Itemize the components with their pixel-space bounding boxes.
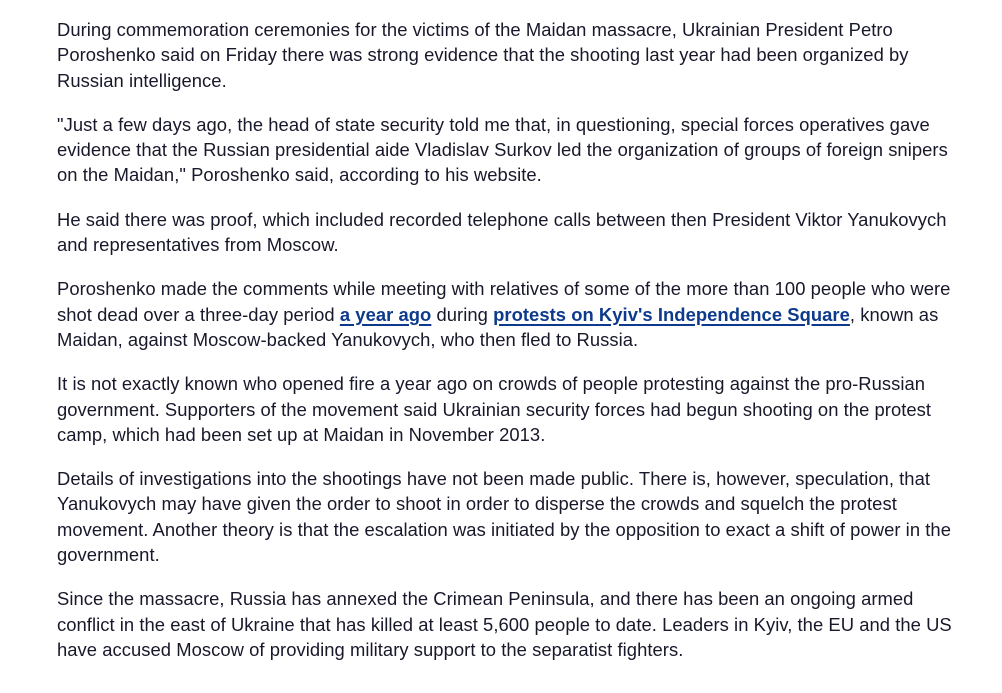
paragraph-4-text-middle: during [431,303,494,325]
paragraph-4-text-before: Poroshenko made the comments while meeting with relatives of some of the more than 100 people who were shot dead over a three-day period [57,278,951,325]
article-body [57,17,952,681]
paragraph-3: He said there was proof, which included recorded telephone calls between then President Viktor Yanukovych and representatives from Moscow. [57,208,947,256]
paragraph-7: Since the massacre, Russia has annexed the Crimean Peninsula, and there has been an ongoing armed conflict in the east of Ukraine that has killed at least 5,600 people to date. Leaders in Kyiv, the EU and the US have accused Moscow of providing military support to the separatist fighters. [57,588,952,660]
paragraph-1: During commemoration ceremonies for the victims of the Maidan massacre, Ukrainian President Petro Poroshenko said on Friday there was strong evidence that the shooting last year had been organized by Russian intelligence. [57,19,909,91]
a-year-ago-link[interactable]: a year ago [339,303,432,325]
paragraph-6: Details of investigations into the shootings have not been made public. There is, however, speculation, that Yanukovych may have given the order to shoot in order to disperse the crowds and squelch the protest movement. Another theory is that the escalation was initiated by the opposition to exact a shift of power in the government. [57,468,951,566]
independence-square-protests-link[interactable]: protests on Kyiv's Independence Square [493,303,850,325]
paragraph-2: "Just a few days ago, the head of state security told me that, in questioning, special forces operatives gave evidence that the Russian presidential aide Vladislav Surkov led the organization of groups of foreign snipers on the Maidan," Poroshenko said, according to his website. [57,113,948,186]
paragraph-4-text-after: , known as Maidan, against Moscow-backed Yanukovych, who then fled to Russia. [57,303,939,350]
paragraph-5: It is not exactly known who opened fire a year ago on crowds of people protesting against the pro-Russian government. Supporters of the movement said Ukrainian security forces had begun shooting on the protest camp, which had been set up at Maidan in November 2013. [57,373,932,445]
paragraph-4 [57,276,952,352]
